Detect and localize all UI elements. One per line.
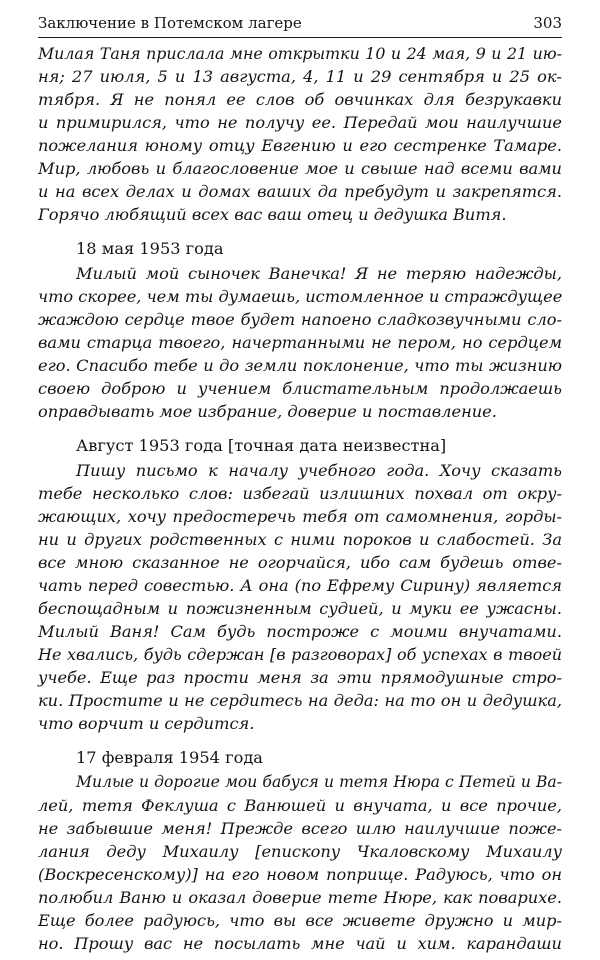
text-line: оправдывать мое избрание, доверие и поставление. — [38, 402, 497, 421]
text-line: Не хвались, будь сдержан [в разговорах] об успехах в твоей — [38, 645, 562, 664]
letter-paragraph — [38, 459, 562, 735]
text-line: все мною сказанное не огорчайся, ибо сам будешь отве- — [38, 553, 562, 572]
text-line: учебе. Еще раз прости меня за эти прямодушные стро- — [38, 668, 562, 687]
text-line: его. Спасибо тебе и до земли поклонение, что ты жизнию — [38, 356, 562, 375]
running-header — [38, 14, 562, 38]
text-line: ни и других родственных с ними пороков и слабостей. За — [38, 530, 562, 549]
text-line: Горячо любящий всех вас ваш отец и дедушка Витя. — [38, 205, 507, 224]
text-line: своею доброю и учением блистательным продолжаешь — [38, 379, 562, 398]
text-line: Милый мой сыночек Ванечка! Я не теряю надежды, — [76, 264, 562, 283]
running-title: Заключение в Потемском лагере — [38, 14, 302, 32]
page-body — [38, 42, 562, 955]
text-line: жаждою сердце твое будет напоено сладкозвучными сло- — [38, 310, 562, 329]
text-line: чать перед совестью. А она (по Ефрему Сирину) является — [38, 576, 562, 595]
letter-date-heading: Август 1953 года [точная дата неизвестна] — [76, 436, 447, 455]
text-line: Милая Таня прислала мне открытки 10 и 24 мая, 9 и 21 ию- — [38, 44, 562, 63]
text-line: Милые и дорогие мои бабуся и тетя Нюра с Петей и Ва- — [76, 773, 562, 791]
page-number: 303 — [533, 14, 562, 32]
text-line: Милый Ваня! Сам будь построже с моими внучатами. — [38, 622, 562, 641]
text-line: Пишу письмо к началу учебного года. Хочу сказать — [76, 461, 562, 480]
text-line: пожелания юному отцу Евгению и его сестренке Тамаре. — [38, 136, 562, 155]
letter-date-heading: 18 мая 1953 года — [76, 239, 224, 258]
text-line: но. Прошу вас не посылать мне чай и хим. карандаши — [38, 934, 562, 953]
text-line: тебе несколько слов: избегай излишних похвал от окру- — [38, 484, 562, 503]
letter-date-heading: 17 февраля 1954 года — [76, 748, 263, 767]
text-line: лания деду Михаилу [епископу Чкаловскому Михаилу — [38, 842, 562, 861]
book-page — [38, 14, 562, 955]
text-line: Еще более радуюсь, что вы все живете дружно и мир- — [38, 911, 562, 930]
text-line: (Воскресенскому)] на его новом поприще. Радуюсь, что он — [38, 865, 562, 884]
text-line: что скорее, чем ты думаешь, истомленное и страждущее — [38, 287, 563, 306]
text-line: и примирился, что не получу ее. Передай мои наилучшие — [38, 113, 562, 132]
text-line: что ворчит и сердится. — [38, 714, 255, 733]
text-line: вами старца твоего, начертанными не пером, но сердцем — [38, 333, 562, 352]
text-line: жающих, хочу предостеречь тебя от самомнения, горды- — [38, 507, 562, 526]
text-line: не забывшие меня! Прежде всего шлю наилучшие поже- — [38, 819, 562, 838]
text-line: ки. Простите и не сердитесь на деда: на то он и дедушка, — [38, 691, 562, 710]
text-line: беспощадным и пожизненным судией, и муки ее ужасны. — [38, 599, 562, 618]
text-line: полюбил Ваню и оказал доверие тете Нюре, как поварихе. — [38, 888, 562, 907]
letter-paragraph — [38, 771, 562, 955]
text-line: Мир, любовь и благословение мое и свыше над всеми вами — [38, 159, 562, 178]
letter-paragraph — [38, 262, 562, 423]
text-line: лей, тетя Феклуша с Ванюшей и внучата, и все прочие, — [38, 796, 562, 815]
letter-paragraph — [38, 42, 562, 226]
text-line: и на всех делах и домах ваших да пребудут и закрепятся. — [38, 182, 562, 201]
text-line: тября. Я не понял ее слов об овчинках для безрукавки — [38, 90, 562, 109]
text-line: ня; 27 июля, 5 и 13 августа, 4, 11 и 29 сентября и 25 ок- — [38, 67, 562, 86]
